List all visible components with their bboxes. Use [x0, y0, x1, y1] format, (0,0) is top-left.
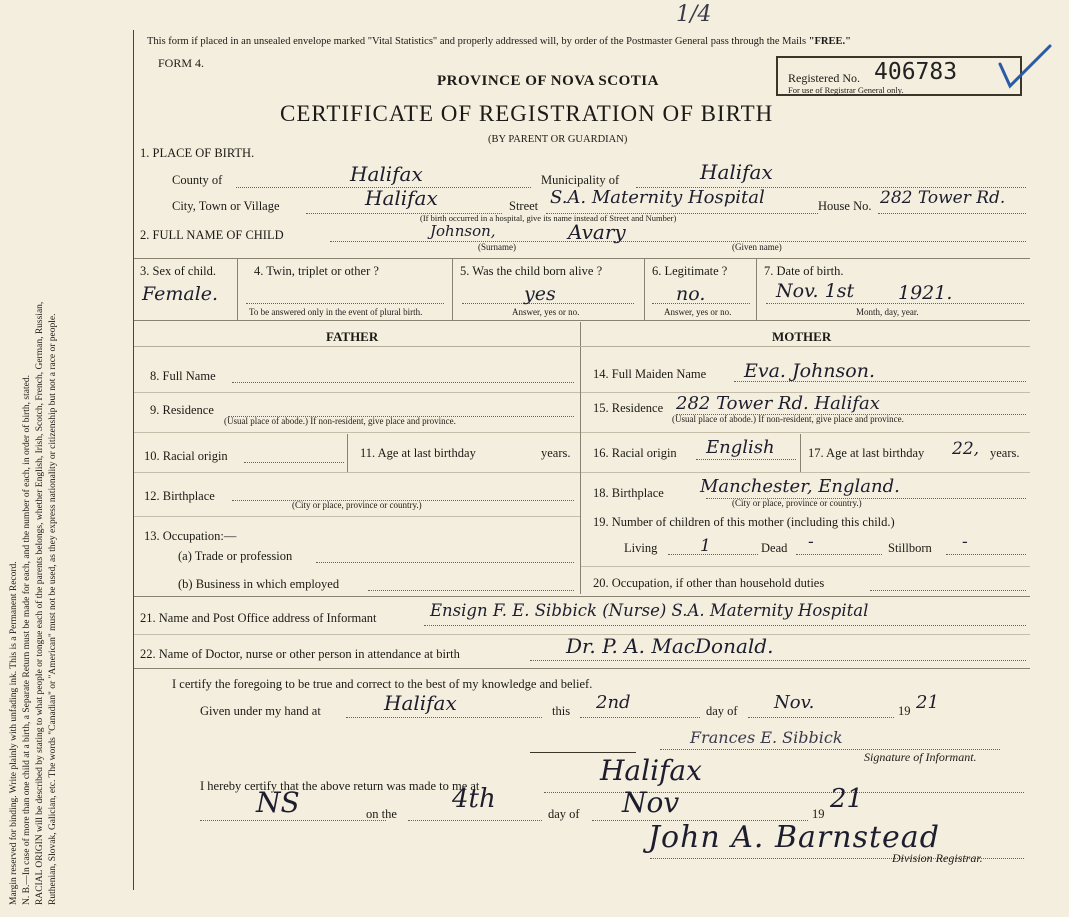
row3-divider-1 — [237, 258, 238, 320]
house-label: House No. — [818, 199, 872, 213]
place-of-birth-label: 1. PLACE OF BIRTH. — [140, 146, 255, 160]
registered-note: For use of Registrar General only. — [788, 85, 904, 95]
father-heading: FATHER — [326, 329, 379, 344]
row3-divider-2 — [452, 258, 453, 320]
certificate-title: CERTIFICATE OF REGISTRATION OF BIRTH — [280, 101, 774, 126]
mother-birthplace-label: 18. Birthplace — [593, 486, 664, 500]
father-age-divider — [347, 434, 348, 472]
mother-age-label: 17. Age at last birthday — [808, 446, 925, 460]
father-sep-3 — [134, 472, 580, 473]
father-trade-label: (a) Trade or profession — [178, 549, 293, 563]
mother-stillborn-line — [946, 554, 1026, 555]
postal-note: This form if placed in an unsealed envelope marked "Vital Statistics" and properly addressed will, by order of the Postmaster General pass through the Mails "FREE." — [147, 36, 851, 47]
margin-note-2: N. B.—In case of more than one child at a birth, a Separate Return must be made for each, and the number of each, in order of birth, stated. — [22, 375, 32, 905]
mother-living-label: Living — [624, 541, 658, 555]
pencil-mark: 1/4 — [676, 2, 712, 27]
parents-header-line — [134, 346, 1030, 347]
father-occupation-label: 13. Occupation:— — [144, 529, 237, 543]
province-heading: PROVINCE OF NOVA SCOTIA — [437, 73, 659, 89]
registrar-on-the-label: on the — [366, 807, 397, 821]
row3-top-border — [134, 258, 1030, 259]
given-day-value: 2nd — [596, 692, 631, 713]
mother-occupation-line — [870, 590, 1026, 591]
given-place-value: Halifax — [384, 691, 457, 715]
municipality-label: Municipality of — [541, 173, 620, 187]
dob-note: Month, day, year. — [856, 307, 919, 317]
parents-bottom-border — [134, 596, 1030, 597]
mother-sep-3 — [581, 472, 1030, 473]
sex-label: 3. Sex of child. — [140, 264, 217, 278]
given-month-value: Nov. — [774, 692, 815, 713]
house-value: 282 Tower Rd. — [880, 188, 1006, 208]
child-name-line — [330, 241, 1026, 242]
certificate-subtitle: (BY PARENT OR GUARDIAN) — [488, 134, 628, 145]
parents-divider — [580, 322, 581, 594]
dob-month-day: Nov. 1st — [776, 280, 855, 302]
registrar-statement: I hereby certify that the above return was made to me at — [200, 779, 480, 793]
father-years-label: years. — [541, 446, 571, 460]
mother-stillborn-value: - — [962, 532, 968, 552]
surname-caption: (Surname) — [478, 242, 516, 252]
legitimate-value: no. — [676, 283, 706, 305]
margin-notes — [8, 5, 60, 905]
father-name-line — [232, 382, 574, 383]
mother-age-value: 22, — [952, 439, 980, 459]
dob-line — [766, 303, 1024, 304]
registered-label: Registered No. — [788, 71, 860, 85]
certify-statement: I certify the foregoing to be true and correct to the best of my knowledge and belief. — [172, 677, 593, 691]
mother-age-divider — [800, 434, 801, 472]
father-residence-label: 9. Residence — [150, 403, 214, 417]
given-day-line — [580, 717, 700, 718]
mother-sep-4 — [581, 566, 1030, 567]
form-number: FORM 4. — [158, 56, 205, 70]
father-birthplace-label: 12. Birthplace — [144, 489, 215, 503]
mother-sep-2 — [581, 432, 1030, 433]
informant-signature-label: Signature of Informant. — [864, 750, 977, 764]
child-given-name: Avary — [568, 220, 626, 244]
registrar-day-line — [408, 820, 542, 821]
registrar-place-line-2 — [200, 820, 386, 821]
dob-label: 7. Date of birth. — [764, 264, 844, 278]
mother-birthplace-note: (City or place, province or country.) — [732, 498, 862, 508]
row3-divider-4 — [756, 258, 757, 320]
margin-note-4: Ruthenian, Slovak, Galician, etc. The words "Canadian" or "American" must not be used, as they express nationality or citizenship but not a race or people. — [48, 313, 58, 905]
sex-value: Female. — [142, 283, 219, 305]
mother-birthplace-value: Manchester, England. — [700, 476, 900, 497]
informant-line — [424, 625, 1026, 626]
registrar-year-prefix: 19 — [812, 807, 825, 821]
legitimate-label: 6. Legitimate ? — [652, 264, 728, 278]
registered-number: 406783 — [874, 59, 958, 85]
municipality-value: Halifax — [700, 160, 773, 184]
city-label: City, Town or Village — [172, 199, 280, 213]
father-residence-note: (Usual place of abode.) If non-resident, give place and province. — [224, 416, 456, 426]
doctor-label: 22. Name of Doctor, nurse or other person in attendance at birth — [140, 647, 460, 661]
father-birthplace-note: (City or place, province or country.) — [292, 500, 422, 510]
child-surname: Johnson, — [430, 222, 496, 240]
row3-divider-3 — [644, 258, 645, 320]
given-under-label: Given under my hand at — [200, 704, 321, 718]
mother-residence-value: 282 Tower Rd. Halifax — [676, 393, 880, 414]
row3-bottom-border — [134, 320, 1030, 321]
divider-short — [530, 752, 636, 753]
county-label: County of — [172, 173, 223, 187]
dob-year: 1921. — [898, 282, 953, 304]
blue-check-mark-icon — [996, 42, 1054, 92]
alive-note: Answer, yes or no. — [512, 307, 580, 317]
margin-note-1: Margin reserved for binding. Write plainly with unfading ink. This is a Permanent Record. — [9, 561, 19, 905]
mother-maiden-label: 14. Full Maiden Name — [593, 367, 707, 381]
doctor-line — [530, 660, 1026, 661]
registrar-signature: John A. Barnstead — [648, 820, 940, 855]
mother-occupation-label: 20. Occupation, if other than household duties — [593, 576, 825, 590]
mother-living-line — [668, 554, 758, 555]
registrar-place-continued: NS — [256, 786, 300, 819]
legitimate-note: Answer, yes or no. — [664, 307, 732, 317]
this-label: this — [552, 704, 571, 718]
given-day-of-label: day of — [706, 704, 738, 718]
child-name-label: 2. FULL NAME OF CHILD — [140, 228, 284, 242]
mother-dead-label: Dead — [761, 541, 788, 555]
registered-box — [776, 56, 1022, 96]
registrar-signature-label: Division Registrar. — [892, 851, 983, 865]
street-value: S.A. Maternity Hospital — [550, 187, 765, 208]
given-name-caption: (Given name) — [732, 242, 782, 252]
mother-residence-label: 15. Residence — [593, 401, 664, 415]
house-line — [878, 213, 1026, 214]
mother-stillborn-label: Stillborn — [888, 541, 932, 555]
street-note: (If birth occurred in a hospital, give its name instead of Street and Number) — [420, 213, 677, 223]
father-age-label: 11. Age at last birthday — [360, 446, 476, 460]
doctor-bottom-border — [134, 668, 1030, 669]
twin-note: To be answered only in the event of plural birth. — [249, 307, 423, 317]
doctor-value: Dr. P. A. MacDonald. — [566, 634, 774, 658]
informant-signature: Frances E. Sibbick — [690, 728, 843, 747]
margin-note-3: RACIAL ORIGIN will be described by stating to what people or tongue each of the parents belongs, whether English, Irish, Scotch, French, German, Russian, — [35, 301, 45, 905]
given-year-value: 21 — [916, 692, 939, 713]
given-year-prefix: 19 — [898, 704, 911, 718]
father-sep-2 — [134, 432, 580, 433]
informant-label: 21. Name and Post Office address of Informant — [140, 611, 377, 625]
father-business-line — [368, 590, 574, 591]
left-border — [133, 30, 134, 890]
alive-label: 5. Was the child born alive ? — [460, 264, 603, 278]
registrar-day-of-label: day of — [548, 807, 580, 821]
mother-residence-note: (Usual place of abode.) If non-resident, give place and province. — [672, 414, 904, 424]
twin-line — [246, 303, 444, 304]
mother-heading: MOTHER — [772, 329, 832, 344]
father-sep-1 — [134, 392, 580, 393]
father-full-name-label: 8. Full Name — [150, 369, 216, 383]
father-sep-4 — [134, 516, 580, 517]
registrar-place-line — [544, 792, 1024, 793]
alive-value: yes — [524, 283, 556, 305]
mother-dead-value: - — [808, 532, 814, 552]
informant-value: Ensign F. E. Sibbick (Nurse) S.A. Maternity Hospital — [430, 601, 869, 620]
given-month-line — [748, 717, 894, 718]
mother-years-label: years. — [990, 446, 1020, 460]
father-business-label: (b) Business in which employed — [178, 577, 340, 591]
father-racial-label: 10. Racial origin — [144, 449, 228, 463]
mother-racial-value: English — [706, 437, 775, 458]
registrar-month-value: Nov — [622, 786, 680, 819]
twin-label: 4. Twin, triplet or other ? — [254, 264, 379, 278]
registrar-day-value: 4th — [452, 784, 496, 814]
mother-living-value: 1 — [700, 536, 711, 556]
mother-racial-line — [696, 459, 796, 460]
mother-dead-line — [796, 554, 882, 555]
street-label: Street — [509, 199, 539, 213]
registrar-year-value: 21 — [830, 784, 864, 814]
mother-maiden-value: Eva. Johnson. — [744, 360, 876, 382]
city-value: Halifax — [365, 186, 438, 210]
father-racial-line — [244, 462, 344, 463]
mother-children-label: 19. Number of children of this mother (including this child.) — [593, 515, 895, 529]
county-value: Halifax — [350, 162, 423, 186]
given-place-line — [346, 717, 542, 718]
registrar-place-value: Halifax — [600, 754, 702, 787]
father-trade-line — [316, 562, 574, 563]
mother-racial-label: 16. Racial origin — [593, 446, 677, 460]
